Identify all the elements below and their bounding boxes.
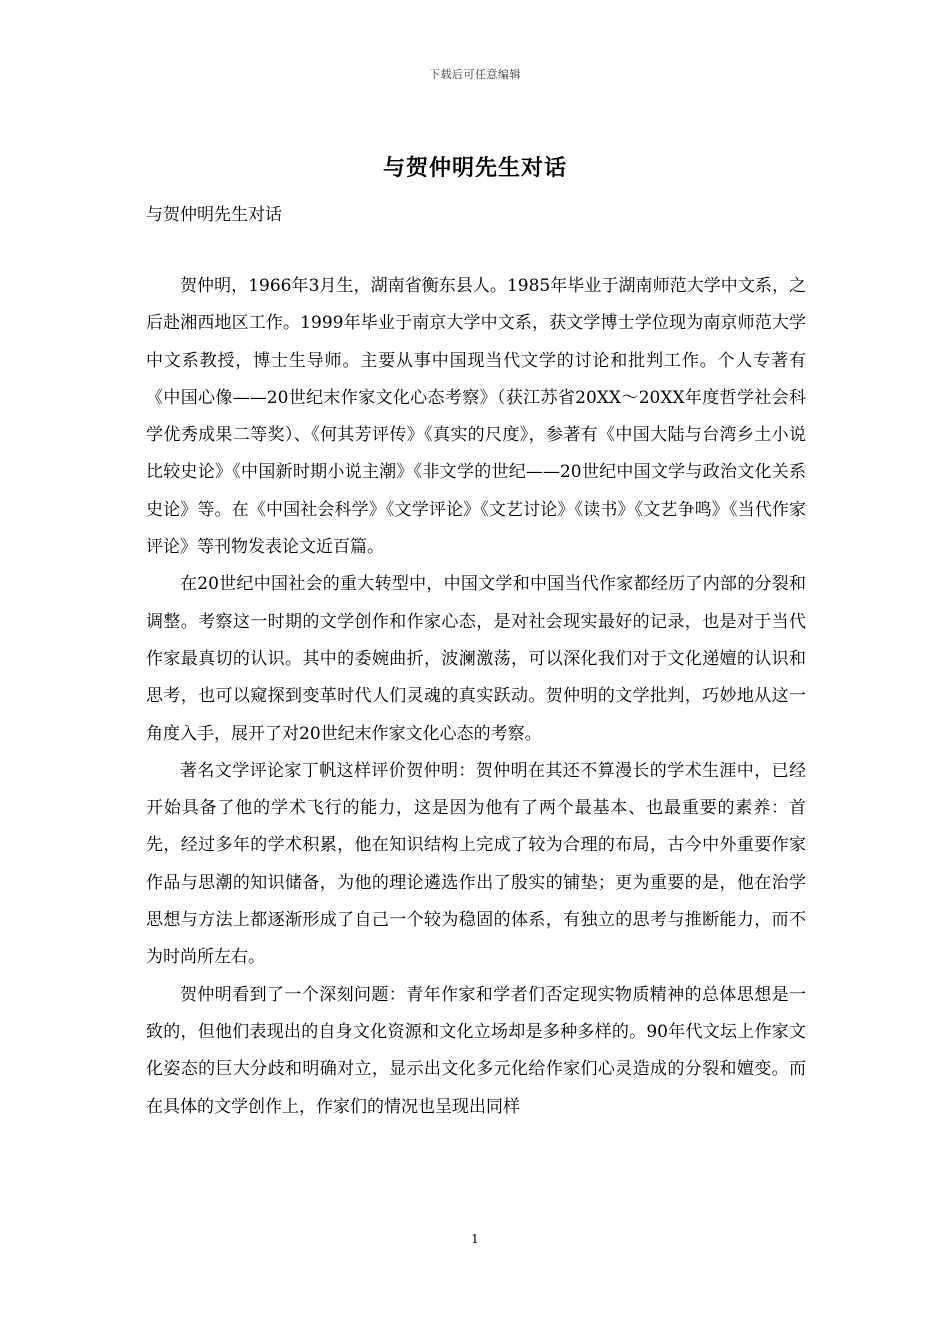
paragraph-biography: 贺仲明，1966年3月生，湖南省衡东县人。1985年毕业于湖南师范大学中文系，之后赴湘西地区工作。1999年毕业于南京大学中文系，获文学博士学位现为南京师范大学中文系教授，博士生导师。主要从事中国现当代文学的讨论和批判工作。个人专著有《中国心像——20世纪末作家文化心态考察》（获江苏省20XX～20XX年度哲学社会科学优秀成果二等奖）、《何其芳评传》《真实的尺度》，参著有《中国大陆与台湾乡土小说比较史论》《中国新时期小说主潮》《非文学的世纪——20世纪中国文学与政治文化关系史论》等。在《中国社会科学》《文学评论》《文艺讨论》《读书》《文艺争鸣》《当代作家评论》等刊物发表论文近百篇。 bbox=[146, 276, 806, 558]
page-number: 1 bbox=[471, 1232, 479, 1246]
header-note: 下载后可任意编辑 bbox=[429, 68, 521, 81]
document-subtitle: 与贺仲明先生对话 bbox=[146, 205, 282, 225]
document-body bbox=[146, 268, 806, 1126]
paragraph-context: 在20世纪中国社会的重大转型中，中国文学和中国当代作家都经历了内部的分裂和调整。考察这一时期的文学创作和作家心态，是对社会现实最好的记录，也是对于当代作家最真切的认识。其中的委婉曲折，波澜激荡，可以深化我们对于文化递嬗的认识和思考，也可以窥探到变革时代人们灵魂的真实跃动。贺仲明的文学批判，巧妙地从这一角度入手，展开了对20世纪末作家文化心态的考察。 bbox=[146, 574, 806, 744]
paragraph-analysis: 贺仲明看到了一个深刻问题：青年作家和学者们否定现实物质精神的总体思想是一致的，但他们表现出的自身文化资源和文化立场却是多种多样的。90年代文坛上作家文化姿态的巨大分歧和明确对立，显示出文化多元化给作家们心灵造成的分裂和嬗变。而在具体的文学创作上，作家们的情况也呈现出同样 bbox=[146, 984, 806, 1117]
paragraph-evaluation: 著名文学评论家丁帆这样评价贺仲明：贺仲明在其还不算漫长的学术生涯中，已经开始具备了他的学术飞行的能力，这是因为他有了两个最基本、也最重要的素养：首先，经过多年的学术积累，他在知识结构上完成了较为合理的布局，古今中外重要作家作品与思潮的知识储备，为他的理论遴选作出了殷实的铺垫；更为重要的是，他在治学思想与方法上都逐渐形成了自己一个较为稳固的体系，有独立的思考与推断能力，而不为时尚所左右。 bbox=[146, 760, 806, 968]
document-title: 与贺仲明先生对话 bbox=[382, 155, 567, 181]
